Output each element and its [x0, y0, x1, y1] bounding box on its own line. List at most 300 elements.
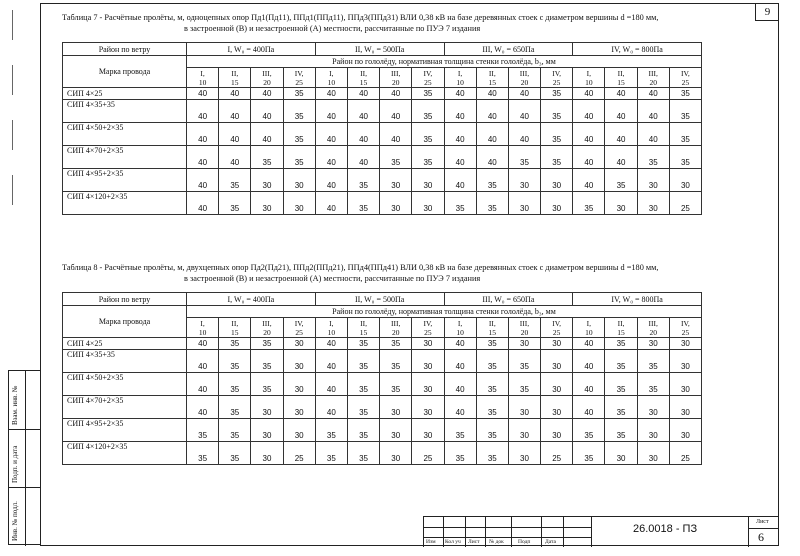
table7-row-4 [63, 146, 702, 169]
table7-span-value: 30 [412, 192, 444, 215]
table8-ice-col-13 [573, 318, 605, 338]
table8-span-value: 35 [573, 442, 605, 465]
table7-span-value: 30 [605, 192, 637, 215]
table7-span-value: 40 [508, 88, 540, 100]
ice-thickness: 15 [488, 77, 497, 87]
table8-row-3 [63, 373, 702, 396]
ice-roman: II, [488, 318, 496, 328]
table7-span-value: 35 [251, 146, 283, 169]
table8-wire-name: СИП 4×120+2×35 [63, 442, 187, 465]
table8-span-value: 35 [605, 419, 637, 442]
table8-span-value: 35 [219, 442, 251, 465]
table8-span-value: 25 [283, 442, 315, 465]
ice-thickness: 10 [585, 327, 593, 337]
table7-ice-col-16 [669, 68, 701, 88]
table7-span-value: 40 [187, 88, 219, 100]
table7-wire-brand-label: Марка провода [63, 56, 187, 88]
table8-ice-col-8 [412, 318, 444, 338]
table7-wind-region-label: Район по ветру [63, 43, 187, 56]
table8-wire-name: СИП 4×95+2×35 [63, 419, 187, 442]
table7-wire-name: СИП 4×25 [63, 88, 187, 100]
ice-thickness: 25 [552, 77, 561, 87]
table8-ice-col-7 [380, 318, 412, 338]
table8-ice-col-3 [251, 318, 283, 338]
table8 [62, 292, 702, 465]
table7-wire-name: СИП 4×120+2×35 [63, 192, 187, 215]
table7-span-value: 30 [541, 192, 573, 215]
ice-thickness: 10 [198, 77, 207, 87]
table8-span-value: 35 [219, 338, 251, 350]
table8-span-value: 30 [412, 373, 444, 396]
table7-span-value: 35 [669, 146, 701, 169]
table7-span-value: 40 [187, 192, 219, 215]
ice-roman: III, [648, 318, 658, 328]
ice-roman: I, [457, 318, 463, 328]
ice-thickness: 15 [231, 327, 239, 337]
ice-thickness: 15 [617, 77, 625, 87]
table7-span-value: 40 [637, 123, 669, 146]
table7-span-value: 40 [476, 123, 508, 146]
table8-span-value: 35 [347, 442, 379, 465]
table7-header-wind-row [63, 43, 702, 56]
table7-span-value: 25 [669, 192, 701, 215]
table8-span-value: 35 [605, 338, 637, 350]
table8-wind-region-label: Район по ветру [63, 293, 187, 306]
ice-roman: II, [617, 318, 625, 328]
table7-span-value: 30 [508, 169, 540, 192]
ice-roman: IV, [294, 318, 304, 328]
table7-span-value: 40 [251, 100, 283, 123]
stamp-col-sheet: Лист [468, 539, 480, 545]
table8-span-value: 30 [605, 442, 637, 465]
ice-roman: IV, [294, 68, 304, 78]
table8-span-value: 35 [573, 419, 605, 442]
table7-ice-col-10 [476, 68, 508, 88]
table7-span-value: 40 [187, 123, 219, 146]
table7-span-value: 30 [283, 169, 315, 192]
table8-wind-group-1: I, W₀ = 400Па [187, 293, 316, 306]
table8-span-value: 30 [541, 373, 573, 396]
ice-thickness: 15 [231, 77, 239, 87]
table7-ice-region-label: Район по гололёду, нормативная толщина стенки гололёда, b₃, мм [187, 56, 702, 68]
table8-span-value: 35 [251, 373, 283, 396]
table7-span-value: 40 [315, 192, 347, 215]
table7-span-value: 40 [347, 88, 379, 100]
table8-span-value: 40 [573, 396, 605, 419]
table8-span-value: 30 [508, 442, 540, 465]
table7-span-value: 40 [251, 123, 283, 146]
side-label-inventory: Инв. № подл. [11, 501, 19, 541]
table7-span-value: 30 [412, 169, 444, 192]
sheet-label: Лист [756, 519, 769, 525]
table7-span-value: 40 [315, 169, 347, 192]
table8-row-1 [63, 338, 702, 350]
ice-roman: III, [519, 318, 530, 328]
ice-roman: I, [329, 68, 334, 78]
table7-span-value: 35 [476, 169, 508, 192]
ice-thickness: 15 [617, 327, 625, 337]
table8-span-value: 35 [476, 419, 508, 442]
table7-row-2 [63, 100, 702, 123]
stamp-col-count: Кол уч [445, 539, 461, 545]
page-number: 9 [755, 3, 779, 21]
table7-span-value: 30 [541, 169, 573, 192]
table7-span-value: 30 [508, 192, 540, 215]
table7-wire-name: СИП 4×70+2×35 [63, 146, 187, 169]
table7-ice-col-3 [251, 68, 283, 88]
ice-roman: II, [617, 68, 625, 78]
table7-row-1 [63, 88, 702, 100]
ice-roman: IV, [423, 68, 433, 78]
table8-span-value: 40 [187, 338, 219, 350]
table8-wire-brand-label: Марка провода [63, 306, 187, 338]
table8-span-value: 30 [412, 350, 444, 373]
table8-span-value: 40 [187, 396, 219, 419]
ice-thickness: 20 [520, 327, 529, 337]
table8-span-value: 35 [444, 442, 476, 465]
table7-span-value: 40 [380, 100, 412, 123]
ice-thickness: 25 [681, 327, 690, 337]
table8-span-value: 35 [315, 442, 347, 465]
table8-span-value: 30 [283, 350, 315, 373]
table7-span-value: 40 [444, 123, 476, 146]
table7-row-3 [63, 123, 702, 146]
ice-roman: I, [200, 68, 205, 78]
table8-span-value: 35 [380, 350, 412, 373]
table7-span-value: 35 [283, 100, 315, 123]
ice-roman: II, [488, 68, 496, 78]
table7-wind-group-4: IV, W₀ = 800Па [573, 43, 702, 56]
table8-span-value: 35 [605, 373, 637, 396]
table7-ice-col-4 [283, 68, 315, 88]
table7-caption-line1: Таблица 7 - Расчётные пролёты, м, одноцепных опор Пд1(Пд11), ППд1(ППд11), ППд3(ППд31) ВЛИ 0,38 кВ на базе деревянных стоек с диаметром вершины d =180 мм, [62, 13, 659, 22]
table8-ice-col-11 [508, 318, 540, 338]
table7-ice-col-1 [187, 68, 219, 88]
table8-span-value: 35 [637, 350, 669, 373]
table7-span-value: 40 [573, 146, 605, 169]
table8-span-value: 30 [283, 419, 315, 442]
stamp-col-sign: Подп [518, 539, 531, 545]
table8-span-value: 30 [637, 396, 669, 419]
table7-span-value: 40 [315, 146, 347, 169]
table8-span-value: 30 [669, 373, 701, 396]
table8-ice-col-10 [476, 318, 508, 338]
ice-thickness: 10 [198, 327, 207, 337]
ice-roman: III, [262, 318, 272, 328]
table8-span-value: 35 [187, 419, 219, 442]
ice-roman: I, [200, 318, 205, 328]
table7-wind-group-1: I, W₀ = 400Па [187, 43, 316, 56]
table7-span-value: 40 [605, 88, 637, 100]
table8-span-value: 40 [444, 350, 476, 373]
table7-span-value: 40 [380, 123, 412, 146]
ice-thickness: 25 [295, 77, 303, 87]
table8-span-value: 30 [283, 338, 315, 350]
table8-span-value: 30 [251, 442, 283, 465]
table7-span-value: 30 [251, 192, 283, 215]
table8-span-value: 35 [347, 419, 379, 442]
table8-span-value: 35 [476, 442, 508, 465]
table8-header-wind-row [63, 293, 702, 306]
table7-row-5 [63, 169, 702, 192]
table7-span-value: 40 [187, 169, 219, 192]
table7-span-value: 40 [219, 88, 251, 100]
table8-span-value: 30 [541, 396, 573, 419]
table7-span-value: 30 [380, 192, 412, 215]
table8-span-value: 35 [251, 350, 283, 373]
table7-span-value: 40 [637, 100, 669, 123]
table7-ice-col-15 [637, 68, 669, 88]
table8-span-value: 35 [508, 373, 540, 396]
table8-span-value: 35 [476, 373, 508, 396]
ice-roman: IV, [680, 318, 690, 328]
ice-thickness: 10 [456, 327, 464, 337]
ice-thickness: 20 [520, 77, 529, 87]
table7-span-value: 35 [412, 146, 444, 169]
table7-span-value: 40 [476, 146, 508, 169]
table7-span-value: 35 [541, 100, 573, 123]
table8-span-value: 40 [444, 338, 476, 350]
table7-span-value: 35 [669, 88, 701, 100]
table8-span-value: 35 [347, 350, 379, 373]
table7-ice-col-5 [315, 68, 347, 88]
side-label-replace: Взам. инв. № [11, 385, 19, 425]
table7-span-value: 30 [669, 169, 701, 192]
ice-thickness: 15 [359, 77, 368, 87]
ice-roman: IV, [552, 318, 562, 328]
table7-span-value: 30 [637, 192, 669, 215]
ice-thickness: 10 [585, 77, 593, 87]
table8-span-value: 40 [187, 350, 219, 373]
table7-span-value: 40 [444, 146, 476, 169]
stamp-col-date: Дата [545, 539, 556, 545]
table8-span-value: 30 [283, 373, 315, 396]
table8-span-value: 25 [669, 442, 701, 465]
table7-span-value: 30 [637, 169, 669, 192]
table7-span-value: 40 [605, 123, 637, 146]
table8-ice-col-2 [219, 318, 251, 338]
table8-wire-name: СИП 4×35+35 [63, 350, 187, 373]
table7-ice-col-6 [347, 68, 379, 88]
table8-span-value: 25 [412, 442, 444, 465]
table8-span-value: 30 [669, 396, 701, 419]
table7-span-value: 35 [476, 192, 508, 215]
ice-roman: I, [457, 68, 463, 78]
table7-span-value: 35 [412, 100, 444, 123]
ice-roman: I, [329, 318, 334, 328]
table7-span-value: 35 [283, 123, 315, 146]
table8-wind-group-2: II, W₀ = 500Па [315, 293, 444, 306]
table7-row-6 [63, 192, 702, 215]
table7-wind-group-2: II, W₀ = 500Па [315, 43, 444, 56]
table7-span-value: 40 [476, 100, 508, 123]
table7-span-value: 40 [444, 100, 476, 123]
table7-ice-col-12 [541, 68, 573, 88]
table8-span-value: 40 [315, 350, 347, 373]
table7-span-value: 40 [315, 100, 347, 123]
table7-span-value: 35 [219, 192, 251, 215]
table7-span-value: 40 [347, 100, 379, 123]
table8-caption-line1: Таблица 8 - Расчётные пролёты, м, двухцепных опор Пд2(Пд21), ППд2(ППд21), ППд4(ППд41) ВЛИ 0,38 кВ на базе деревянных стоек с диаметром вершины d =180 мм, [62, 263, 659, 272]
table8-span-value: 35 [380, 338, 412, 350]
ice-thickness: 20 [263, 77, 271, 87]
table8-span-value: 30 [251, 419, 283, 442]
table7-span-value: 30 [380, 169, 412, 192]
table8-span-value: 30 [669, 350, 701, 373]
side-stamp [8, 370, 40, 545]
table7-span-value: 40 [315, 123, 347, 146]
ice-thickness: 25 [295, 327, 303, 337]
table8-span-value: 35 [637, 373, 669, 396]
ice-roman: III, [391, 318, 401, 328]
table7-wind-group-3: III, W₀ = 650Па [444, 43, 573, 56]
table8-row-4 [63, 396, 702, 419]
table7-span-value: 40 [315, 88, 347, 100]
table7-span-value: 40 [508, 100, 540, 123]
table7-span-value: 40 [380, 88, 412, 100]
table8-ice-col-15 [637, 318, 669, 338]
table7-span-value: 40 [347, 123, 379, 146]
ice-roman: II, [360, 68, 367, 78]
table8-span-value: 30 [380, 419, 412, 442]
table8-span-value: 35 [251, 338, 283, 350]
table8-span-value: 30 [541, 350, 573, 373]
ice-roman: III, [391, 68, 401, 78]
ice-roman: III, [262, 68, 272, 78]
table7-span-value: 35 [669, 100, 701, 123]
table8-wind-group-4: IV, W₀ = 800Па [573, 293, 702, 306]
stamp-col-change: Изм [426, 539, 436, 545]
table7-caption-line2: в застроенной (В) и незастроенной (А) местности, рассчитанные по ПУЭ 7 издания [184, 24, 481, 33]
table7-ice-col-7 [380, 68, 412, 88]
table7-span-value: 35 [541, 123, 573, 146]
ice-thickness: 15 [488, 327, 497, 337]
table7-span-value: 40 [187, 100, 219, 123]
table7-span-value: 40 [219, 123, 251, 146]
table8-span-value: 30 [541, 419, 573, 442]
ice-thickness: 10 [327, 77, 336, 87]
ice-thickness: 20 [263, 327, 271, 337]
table8-span-value: 30 [669, 338, 701, 350]
ice-roman: III, [519, 68, 530, 78]
table8-span-value: 40 [573, 338, 605, 350]
table7-span-value: 35 [637, 146, 669, 169]
ice-roman: I, [586, 318, 592, 328]
table7-span-value: 40 [444, 169, 476, 192]
table7-span-value: 35 [541, 88, 573, 100]
ice-roman: III, [648, 68, 658, 78]
side-label-sign: Подп. и дата [11, 445, 19, 483]
table7-span-value: 35 [444, 192, 476, 215]
table7-ice-col-11 [508, 68, 540, 88]
table7-ice-col-9 [444, 68, 476, 88]
table7-span-value: 40 [476, 88, 508, 100]
table8-span-value: 35 [187, 442, 219, 465]
table8-span-value: 35 [219, 373, 251, 396]
table8-span-value: 35 [605, 350, 637, 373]
table7-wire-name: СИП 4×95+2×35 [63, 169, 187, 192]
table8-ice-col-16 [669, 318, 701, 338]
table8-row-5 [63, 419, 702, 442]
table8-span-value: 40 [315, 396, 347, 419]
ice-thickness: 25 [424, 77, 432, 87]
table7-span-value: 40 [573, 88, 605, 100]
ice-roman: II, [231, 318, 239, 328]
ice-thickness: 20 [391, 77, 400, 87]
table8-span-value: 35 [347, 373, 379, 396]
table8-span-value: 35 [380, 373, 412, 396]
table7-span-value: 35 [283, 146, 315, 169]
title-block [423, 516, 779, 546]
ice-thickness: 20 [649, 327, 657, 337]
table8-row-6 [63, 442, 702, 465]
ice-thickness: 15 [359, 327, 368, 337]
table7-span-value: 35 [508, 146, 540, 169]
ice-thickness: 20 [649, 77, 657, 87]
table8-wire-name: СИП 4×70+2×35 [63, 396, 187, 419]
table8-span-value: 35 [605, 396, 637, 419]
table8-span-value: 30 [251, 396, 283, 419]
table8-span-value: 40 [187, 373, 219, 396]
table8-ice-col-5 [315, 318, 347, 338]
table8-span-value: 35 [315, 419, 347, 442]
table8-span-value: 30 [380, 396, 412, 419]
table8-span-value: 30 [669, 419, 701, 442]
table7-span-value: 35 [283, 88, 315, 100]
table8-span-value: 30 [508, 338, 540, 350]
table8-span-value: 30 [283, 396, 315, 419]
ice-thickness: 10 [456, 77, 464, 87]
table8-span-value: 40 [444, 373, 476, 396]
table7-wire-name: СИП 4×35+35 [63, 100, 187, 123]
table7-caption [62, 12, 658, 34]
table8-span-value: 40 [315, 338, 347, 350]
table7-ice-col-14 [605, 68, 637, 88]
table7-span-value: 35 [380, 146, 412, 169]
table7-span-value: 40 [573, 123, 605, 146]
table7-span-value: 35 [347, 169, 379, 192]
stamp-col-doc: № док [489, 539, 504, 545]
table8-span-value: 40 [315, 373, 347, 396]
ice-roman: II, [360, 318, 367, 328]
table8-ice-col-9 [444, 318, 476, 338]
table8-span-value: 30 [508, 419, 540, 442]
table8-span-value: 35 [508, 350, 540, 373]
table7-span-value: 35 [605, 169, 637, 192]
table8-span-value: 35 [476, 350, 508, 373]
document-code: 26.0018 - ПЗ [633, 523, 698, 535]
table8-span-value: 30 [412, 396, 444, 419]
table8-span-value: 35 [444, 419, 476, 442]
table7-span-value: 35 [412, 88, 444, 100]
table8-span-value: 35 [219, 419, 251, 442]
table8-span-value: 40 [573, 373, 605, 396]
table8-span-value: 30 [637, 419, 669, 442]
table8-span-value: 30 [508, 396, 540, 419]
table7-header-ice-row [63, 56, 702, 68]
table7-span-value: 40 [219, 100, 251, 123]
table8-ice-col-14 [605, 318, 637, 338]
table7-span-value: 35 [347, 192, 379, 215]
table7-ice-col-13 [573, 68, 605, 88]
ice-thickness: 10 [327, 327, 336, 337]
table8-span-value: 35 [347, 338, 379, 350]
table7-span-value: 40 [187, 146, 219, 169]
ice-roman: IV, [552, 68, 562, 78]
table7-span-value: 30 [251, 169, 283, 192]
table8-span-value: 35 [219, 350, 251, 373]
table8-caption-line2: в застроенной (В) и незастроенной (А) местности, рассчитанные по ПУЭ 7 издания [184, 274, 481, 283]
